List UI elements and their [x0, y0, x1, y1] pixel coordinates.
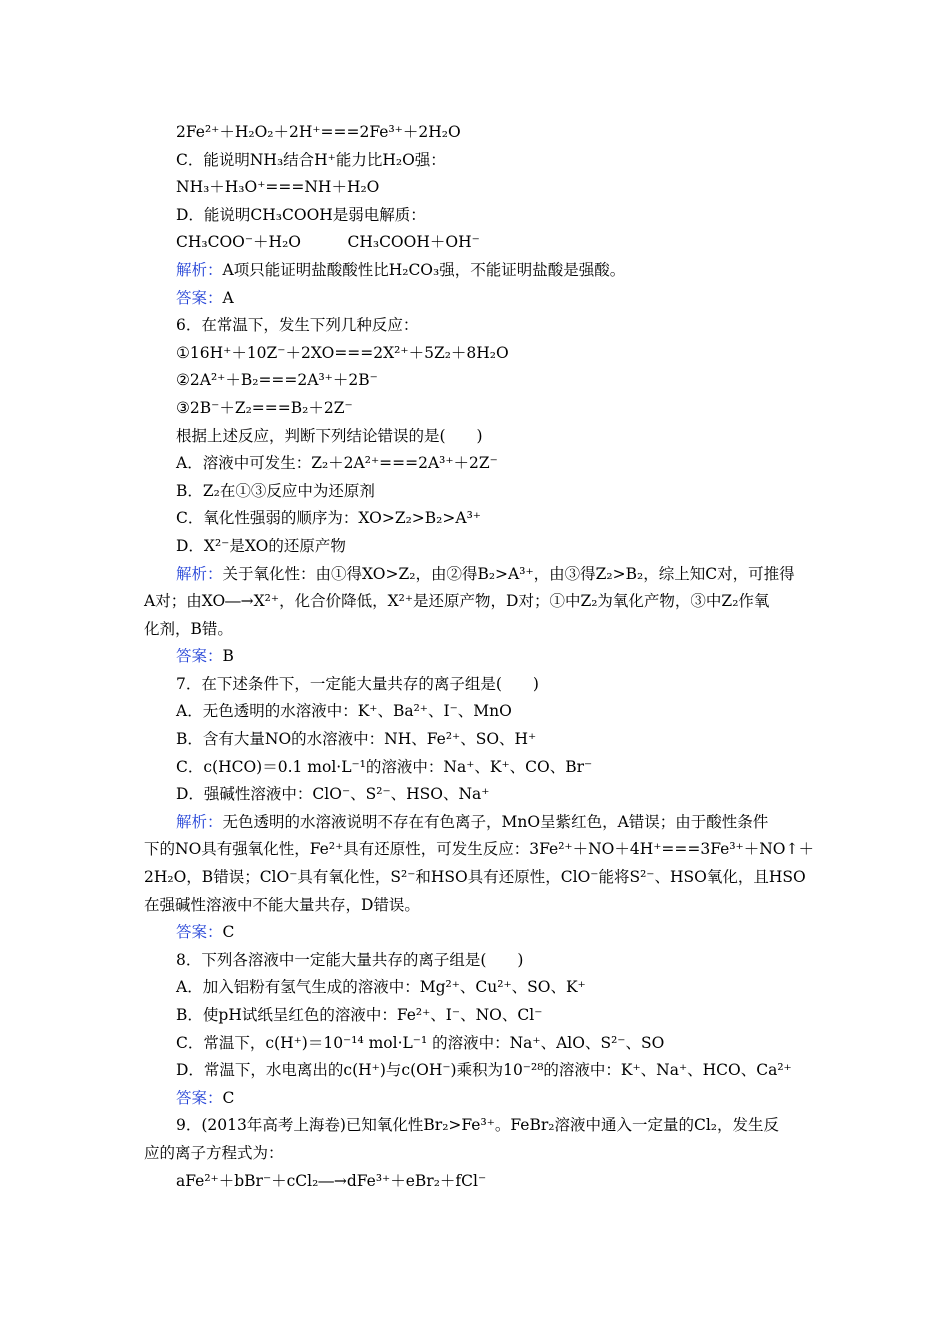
- line-text: C．c(HCO)＝0.1 mol·L⁻¹的溶液中：Na⁺、K⁺、CO、Br⁻: [176, 757, 593, 776]
- answer-label: 答案：: [176, 647, 223, 666]
- line-text: 9．(2013年高考上海卷)已知氧化性Br₂>Fe³⁺。FeBr₂溶液中通入一定量的Cl₂，发生反: [176, 1116, 780, 1135]
- line-text: B: [222, 647, 234, 666]
- line-text: ①16H⁺＋10Z⁻＋2XO===2X²⁺＋5Z₂＋8H₂O: [176, 343, 509, 362]
- text-line: [144, 864, 808, 892]
- text-line: [176, 340, 808, 368]
- line-text: A项只能证明盐酸酸性比H₂CO₃强，不能证明盐酸是强酸。: [222, 260, 626, 279]
- line-text: 关于氧化性：由①得XO>Z₂，由②得B₂>A³⁺，由③得Z₂>B₂，综上知C对，可推得: [222, 564, 795, 583]
- text-line: [176, 478, 808, 506]
- analysis-line: [176, 809, 808, 837]
- line-text: D．X²⁻是XO的还原产物: [176, 536, 346, 555]
- text-line: [144, 588, 808, 616]
- text-line: [176, 505, 808, 533]
- line-text: 下的NO具有强氧化性，Fe²⁺具有还原性，可发生反应：3Fe²⁺＋NO＋4H⁺===3Fe³⁺＋NO↑＋: [144, 840, 814, 859]
- text-line: [176, 533, 808, 561]
- text-line: [176, 395, 808, 423]
- line-text: ②2A²⁺＋B₂===2A³⁺＋2B⁻: [176, 371, 378, 390]
- answer-line: [176, 285, 808, 313]
- line-text: B．含有大量NO的水溶液中：NH、Fe²⁺、SO、H⁺: [176, 730, 537, 749]
- text-line: [176, 1112, 808, 1140]
- text-line: [176, 1057, 808, 1085]
- analysis-line: [176, 561, 808, 589]
- analysis-label: 解析：: [176, 260, 223, 279]
- line-text: CH₃COO⁻＋H₂O CH₃COOH＋OH⁻: [176, 233, 480, 252]
- text-line: [176, 312, 808, 340]
- text-line: [176, 974, 808, 1002]
- analysis-label: 解析：: [176, 564, 223, 583]
- line-text: C: [222, 923, 235, 942]
- line-text: C．能说明NH₃结合H⁺能力比H₂O强：: [176, 150, 446, 169]
- line-text: 在强碱性溶液中不能大量共存，D错误。: [144, 895, 420, 914]
- answer-label: 答案：: [176, 923, 223, 942]
- text-line: [176, 1030, 808, 1058]
- text-line: [176, 367, 808, 395]
- text-line: [176, 174, 808, 202]
- line-text: 8．下列各溶液中一定能大量共存的离子组是( ): [176, 950, 524, 969]
- text-line: [176, 202, 808, 230]
- text-line: [176, 229, 808, 257]
- analysis-line: [176, 257, 808, 285]
- text-line: [144, 892, 808, 920]
- line-text: A．无色透明的水溶液中：K⁺、Ba²⁺、I⁻、MnO: [176, 702, 512, 721]
- line-text: 根据上述反应，判断下列结论错误的是( ): [176, 426, 483, 445]
- line-text: C．常温下，c(H⁺)＝10⁻¹⁴ mol·L⁻¹ 的溶液中：Na⁺、AlO、S²⁻、SO: [176, 1033, 665, 1052]
- line-text: 化剂，B错。: [144, 619, 233, 638]
- line-text: A: [222, 288, 234, 307]
- text-line: [176, 671, 808, 699]
- text-line: [176, 119, 808, 147]
- line-text: B．使pH试纸呈红色的溶液中：Fe²⁺、I⁻、NO、Cl⁻: [176, 1006, 543, 1024]
- text-line: [176, 947, 808, 975]
- line-text: 6．在常温下，发生下列几种反应：: [176, 316, 419, 335]
- line-text: B．Z₂在①③反应中为还原剂: [176, 481, 375, 500]
- answer-line: [176, 643, 808, 671]
- line-text: 应的离子方程式为：: [144, 1143, 284, 1162]
- line-text: NH₃＋H₃O⁺===NH＋H₂O: [176, 178, 380, 197]
- text-line: [144, 616, 808, 644]
- text-line: [176, 450, 808, 478]
- line-text: 2Fe²⁺＋H₂O₂＋2H⁺===2Fe³⁺＋2H₂O: [176, 123, 461, 141]
- line-text: D．常温下，水电离出的c(H⁺)与c(OH⁻)乘积为10⁻²⁸的溶液中：K⁺、Na⁺、HCO、Ca²⁺: [176, 1061, 792, 1080]
- text-line: [176, 147, 808, 175]
- text-line: [176, 754, 808, 782]
- line-text: aFe²⁺＋bBr⁻＋cCl₂―→dFe³⁺＋eBr₂＋fCl⁻: [176, 1171, 487, 1190]
- analysis-label: 解析：: [176, 812, 223, 831]
- line-text: C．氧化性强弱的顺序为：XO>Z₂>B₂>A³⁺: [176, 509, 481, 528]
- text-line: [176, 726, 808, 754]
- line-text: A．加入铝粉有氢气生成的溶液中：Mg²⁺、Cu²⁺、SO、K⁺: [176, 978, 586, 997]
- line-text: 7．在下述条件下，一定能大量共存的离子组是( ): [176, 674, 539, 693]
- line-text: D．能说明CH₃COOH是弱电解质：: [176, 205, 426, 224]
- text-line: [176, 1002, 808, 1030]
- line-text: 无色透明的水溶液说明不存在有色离子，MnO呈紫红色，A错误；由于酸性条件: [222, 812, 769, 831]
- text-line: [144, 836, 814, 864]
- answer-line: [176, 919, 808, 947]
- answer-line: [176, 1085, 808, 1113]
- answer-label: 答案：: [176, 288, 223, 307]
- line-text: D．强碱性溶液中：ClO⁻、S²⁻、HSO、Na⁺: [176, 785, 490, 804]
- text-line: [176, 1168, 808, 1196]
- line-text: A对；由XO―→X²⁺，化合价降低，X²⁺是还原产物，D对；①中Z₂为氧化产物，③中Z₂作氧: [144, 592, 770, 611]
- document-body: [144, 119, 814, 1195]
- line-text: ③2B⁻＋Z₂===B₂＋2Z⁻: [176, 398, 353, 417]
- text-line: [176, 781, 808, 809]
- answer-label: 答案：: [176, 1088, 223, 1107]
- text-line: [176, 423, 808, 451]
- line-text: C: [222, 1088, 235, 1107]
- text-line: [144, 1140, 808, 1168]
- line-text: A．溶液中可发生：Z₂＋2A²⁺===2A³⁺＋2Z⁻: [176, 454, 498, 473]
- text-line: [176, 698, 808, 726]
- line-text: 2H₂O，B错误；ClO⁻具有氧化性，S²⁻和HSO具有还原性，ClO⁻能将S²⁻、HSO氧化，且HSO: [144, 868, 806, 887]
